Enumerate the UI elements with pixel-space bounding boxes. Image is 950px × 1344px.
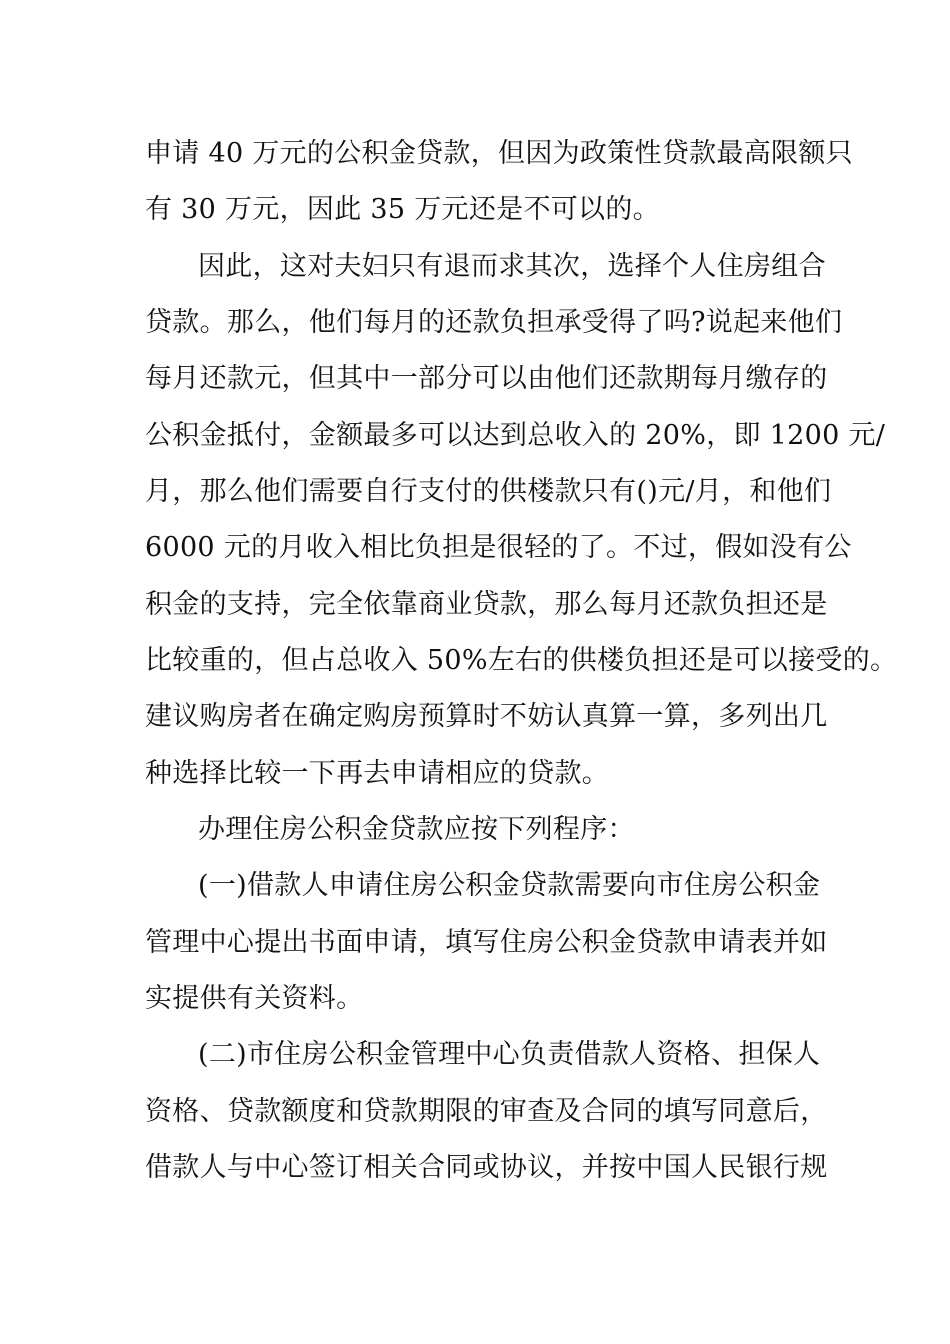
text-line: 资格、贷款额度和贷款期限的审查及合同的填写同意后， (145, 1096, 828, 1127)
text-line: 贷款。那么，他们每月的还款负担承受得了吗?说起来他们 (145, 307, 843, 338)
paragraph-start-line: (一)借款人申请住房公积金贷款需要向市住房公积金 (198, 870, 821, 901)
text-line: 积金的支持，完全依靠商业贷款，那么每月还款负担还是 (145, 589, 828, 620)
text-line: 比较重的，但占总收入 50%左右的供楼负担还是可以接受的。 (145, 645, 898, 676)
text-line: 月，那么他们需要自行支付的供楼款只有()元/月，和他们 (145, 476, 832, 507)
text-line: 借款人与中心签订相关合同或协议，并按中国人民银行规 (145, 1152, 828, 1183)
text-line: 有 30 万元，因此 35 万元还是不可以的。 (145, 194, 660, 225)
text-line: 管理中心提出书面申请，填写住房公积金贷款申请表并如 (145, 927, 828, 958)
text-line: 实提供有关资料。 (145, 983, 364, 1014)
text-line: 公积金抵付，金额最多可以达到总收入的 20%，即 1200 元/ (145, 420, 886, 451)
paragraph-start-line: 办理住房公积金贷款应按下列程序： (198, 814, 635, 845)
paragraph-start-line: (二)市住房公积金管理中心负责借款人资格、担保人 (198, 1039, 821, 1070)
text-line: 建议购房者在确定购房预算时不妨认真算一算，多列出几 (145, 701, 828, 732)
text-line: 申请 40 万元的公积金贷款，但因为政策性贷款最高限额只 (145, 138, 853, 169)
paragraph-start-line: 因此，这对夫妇只有退而求其次，选择个人住房组合 (198, 251, 826, 282)
text-line: 6000 元的月收入相比负担是很轻的了。不过，假如没有公 (145, 532, 852, 563)
text-line: 每月还款元，但其中一部分可以由他们还款期每月缴存的 (145, 363, 828, 394)
text-line: 种选择比较一下再去申请相应的贷款。 (145, 758, 610, 789)
